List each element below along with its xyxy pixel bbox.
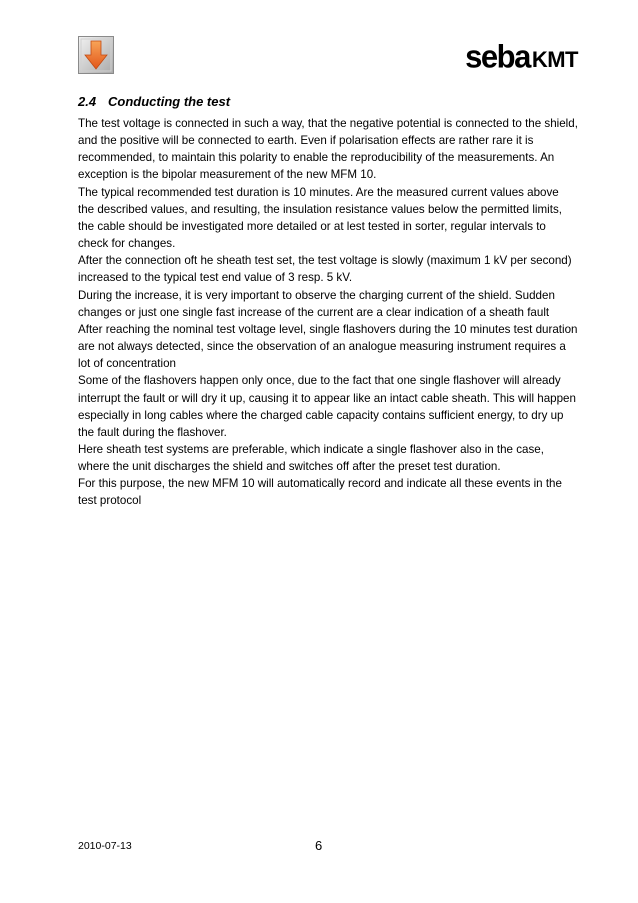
body-paragraph: The test voltage is connected in such a way, that the negative potential is connected to the shield, and the positive will be connected to earth. Even if polarisation effects are rather rare it is recommended, to maintain this polarity to enable the reproducibility of the measurements. An exception is the bipolar measurement of the new MFM 10. [78,117,578,182]
logo-brand-main: seba [465,38,530,75]
logo-brand-suffix: KMT [531,47,578,72]
company-logo [465,38,578,75]
page-number: 6 [315,838,323,853]
section-body [78,115,578,510]
orange-down-arrow-icon [78,36,114,74]
footer-date: 2010-07-13 [78,840,132,852]
body-paragraph: During the increase, it is very important to observe the charging current of the shield. Sudden changes or just one single fast increase of the current are a clear indication of a sheath fault [78,288,555,319]
body-paragraph: The typical recommended test duration is 10 minutes. Are the measured current values above the described values, and resulting, the insulation resistance values below the permitted limits, the cable should be investigated more detailed or at lest tested in sorter, regular intervals to check for changes. [78,185,562,251]
section-title: Conducting the test [108,94,231,109]
section-heading [78,94,230,109]
body-paragraph: After reaching the nominal test voltage level, single flashovers during the 10 minutes test duration are not always detected, since the observation of an analogue measuring instrument requires a lot of concentration [78,322,578,371]
body-paragraph: For this purpose, the new MFM 10 will automatically record and indicate all these events in the test protocol [78,477,562,508]
body-paragraph: Some of the flashovers happen only once, due to the fact that one single flashover will already interrupt the fault or will dry it up, causing it to appear like an intact cable sheath. This will happen especially in long cables where the charged cable capacity contains sufficient energy, to dry up the fault during the flashover. [78,374,576,439]
body-paragraph: Here sheath test systems are preferable, which indicate a single flashover also in the case, where the unit discharges the shield and switches off after the preset test duration. [78,442,544,474]
section-number: 2.4 [78,94,97,109]
body-paragraph: After the connection oft he sheath test set, the test voltage is slowly (maximum 1 kV per second) increased to the typical test end value of 3 resp. 5 kV. [78,254,572,285]
